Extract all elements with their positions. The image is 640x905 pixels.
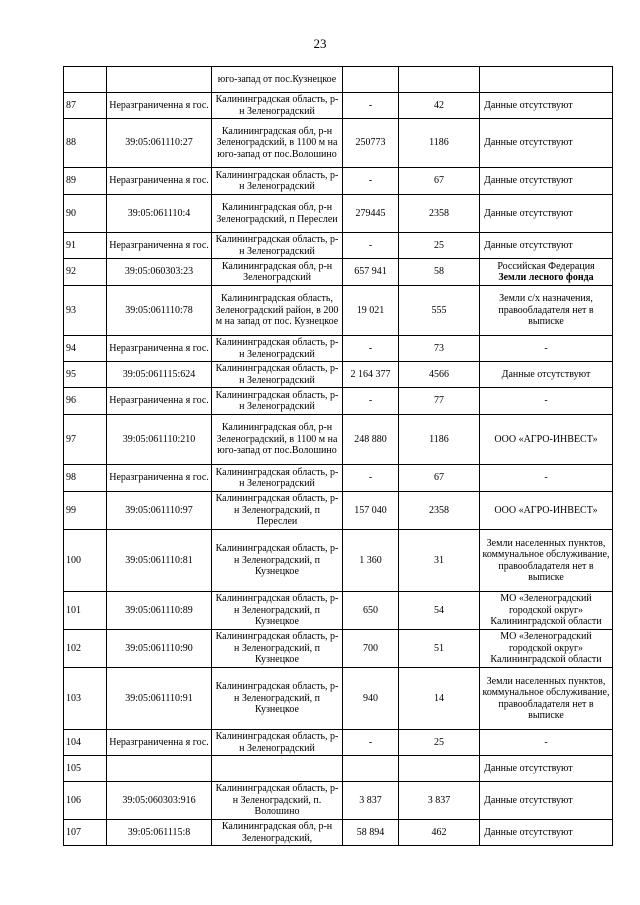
location	[212, 756, 343, 782]
location: Калининградская область, р-н Зеленоградский	[212, 168, 343, 195]
area: 650	[343, 592, 399, 630]
owner: ООО «АГРО-ИНВЕСТ»	[480, 415, 613, 465]
location: Калининградская область, р-н Зеленоградский, п. Волошино	[212, 782, 343, 820]
cadastral-number: 39:05:060303:916	[107, 782, 212, 820]
area: 940	[343, 668, 399, 730]
owner: -	[480, 336, 613, 362]
cadastral-number: Неразграниченна я гос.	[107, 168, 212, 195]
owner: Земли населенных пунктов, коммунальное обслуживание, правообладателя нет в выписке	[480, 530, 613, 592]
owner	[480, 259, 613, 286]
location: Калининградская область, Зеленоградский район, в 200 м на запад от пос. Кузнецкое	[212, 286, 343, 336]
row-number: 97	[64, 415, 107, 465]
area: 157 040	[343, 492, 399, 530]
table-row	[64, 168, 613, 195]
location: Калининградская область, р-н Зеленоградский, п Кузнецкое	[212, 592, 343, 630]
distance: 1186	[399, 119, 480, 168]
owner: Земли с/х назначения, правообладателя нет в выписке	[480, 286, 613, 336]
owner: Данные отсутствуют	[480, 820, 613, 846]
owner	[480, 67, 613, 93]
area: 1 360	[343, 530, 399, 592]
owner: Данные отсутствуют	[480, 93, 613, 119]
table-row	[64, 119, 613, 168]
owner: Данные отсутствуют	[480, 119, 613, 168]
area	[343, 67, 399, 93]
cadastral-number	[107, 756, 212, 782]
location: Калининградская область, р-н Зеленоградский, п Переслеи	[212, 492, 343, 530]
table-row	[64, 415, 613, 465]
area: -	[343, 388, 399, 415]
table-row	[64, 286, 613, 336]
owner: -	[480, 388, 613, 415]
row-number: 95	[64, 362, 107, 388]
table-row	[64, 820, 613, 846]
row-number: 106	[64, 782, 107, 820]
table-row	[64, 388, 613, 415]
cadastral-number: Неразграниченна я гос.	[107, 336, 212, 362]
cadastral-number: 39:05:061115:624	[107, 362, 212, 388]
table-row	[64, 592, 613, 630]
cadastral-number: 39:05:061110:78	[107, 286, 212, 336]
table-row	[64, 492, 613, 530]
location: Калининградская область, р-н Зеленоградский	[212, 362, 343, 388]
owner-name: Российская Федерация	[497, 260, 595, 272]
page-number: 23	[313, 36, 327, 51]
owner: -	[480, 730, 613, 756]
area: 3 837	[343, 782, 399, 820]
area: 279445	[343, 195, 399, 233]
distance: 51	[399, 630, 480, 668]
location: юго-запад от пос.Кузнецкое	[212, 67, 343, 93]
cadastral-number: Неразграниченна я гос.	[107, 233, 212, 259]
area: -	[343, 233, 399, 259]
table-row	[64, 336, 613, 362]
row-number: 90	[64, 195, 107, 233]
distance: 42	[399, 93, 480, 119]
table-row	[64, 67, 613, 93]
cadastral-number: 39:05:061110:89	[107, 592, 212, 630]
table-row	[64, 730, 613, 756]
row-number: 102	[64, 630, 107, 668]
table-row	[64, 530, 613, 592]
owner: Данные отсутствуют	[480, 756, 613, 782]
location: Калининградская обл, р-н Зеленоградский	[212, 259, 343, 286]
area: -	[343, 336, 399, 362]
location: Калининградская обл, р-н Зеленоградский, в 1100 м на юго-запад от пос.Волошино	[212, 415, 343, 465]
distance: 67	[399, 465, 480, 492]
row-number: 87	[64, 93, 107, 119]
row-number: 91	[64, 233, 107, 259]
area: 2 164 377	[343, 362, 399, 388]
location: Калининградская область, р-н Зеленоградский	[212, 465, 343, 492]
cadastral-number: 39:05:060303:23	[107, 259, 212, 286]
table-row	[64, 195, 613, 233]
cadastral-number: Неразграниченна я гос.	[107, 465, 212, 492]
distance: 2358	[399, 492, 480, 530]
distance: 25	[399, 730, 480, 756]
area: 248 880	[343, 415, 399, 465]
distance	[399, 67, 480, 93]
location: Калининградская область, р-н Зеленоградский, п Кузнецкое	[212, 668, 343, 730]
cadastral-number: 39:05:061110:91	[107, 668, 212, 730]
area: 657 941	[343, 259, 399, 286]
table-row	[64, 233, 613, 259]
cadastral-number	[107, 67, 212, 93]
table-row	[64, 782, 613, 820]
owner: ООО «АГРО-ИНВЕСТ»	[480, 492, 613, 530]
owner: МО «Зеленоградский городской округ» Калининградской области	[480, 592, 613, 630]
area: -	[343, 168, 399, 195]
location: Калининградская область, р-н Зеленоградский	[212, 336, 343, 362]
owner: Данные отсутствуют	[480, 362, 613, 388]
location: Калининградская обл, р-н Зеленоградский, п Переслеи	[212, 195, 343, 233]
distance: 31	[399, 530, 480, 592]
row-number: 93	[64, 286, 107, 336]
table-row	[64, 668, 613, 730]
distance: 14	[399, 668, 480, 730]
area: -	[343, 465, 399, 492]
distance: 58	[399, 259, 480, 286]
area: 700	[343, 630, 399, 668]
row-number: 96	[64, 388, 107, 415]
location: Калининградская область, р-н Зеленоградский, п Кузнецкое	[212, 530, 343, 592]
row-number: 107	[64, 820, 107, 846]
table-row	[64, 630, 613, 668]
row-number: 94	[64, 336, 107, 362]
row-number: 105	[64, 756, 107, 782]
owner: Земли населенных пунктов, коммунальное обслуживание, правообладателя нет в выписке	[480, 668, 613, 730]
distance: 1186	[399, 415, 480, 465]
owner: Данные отсутствуют	[480, 168, 613, 195]
area: 58 894	[343, 820, 399, 846]
owner: Данные отсутствуют	[480, 782, 613, 820]
row-number: 100	[64, 530, 107, 592]
cadastral-number: 39:05:061110:4	[107, 195, 212, 233]
owner: Данные отсутствуют	[480, 233, 613, 259]
table-row	[64, 93, 613, 119]
land-category: Земли лесного фонда	[498, 272, 594, 283]
distance: 4566	[399, 362, 480, 388]
row-number: 99	[64, 492, 107, 530]
cadastral-number: Неразграниченна я гос.	[107, 388, 212, 415]
cadastral-number: 39:05:061110:90	[107, 630, 212, 668]
location: Калининградская область, р-н Зеленоградский	[212, 388, 343, 415]
land-plots-table	[63, 66, 613, 846]
cadastral-number: Неразграниченна я гос.	[107, 93, 212, 119]
location: Калининградская область, р-н Зеленоградский	[212, 233, 343, 259]
location: Калининградская область, р-н Зеленоградский	[212, 730, 343, 756]
cadastral-number: 39:05:061110:210	[107, 415, 212, 465]
table-row	[64, 362, 613, 388]
owner: -	[480, 465, 613, 492]
area: 250773	[343, 119, 399, 168]
cadastral-number: 39:05:061110:97	[107, 492, 212, 530]
location: Калининградская обл, р-н Зеленоградский,	[212, 820, 343, 846]
distance: 77	[399, 388, 480, 415]
owner: МО «Зеленоградский городской округ» Калининградской области	[480, 630, 613, 668]
row-number: 103	[64, 668, 107, 730]
distance: 3 837	[399, 782, 480, 820]
row-number: 104	[64, 730, 107, 756]
cadastral-number: 39:05:061110:27	[107, 119, 212, 168]
distance: 25	[399, 233, 480, 259]
table-row	[64, 756, 613, 782]
row-number: 92	[64, 259, 107, 286]
row-number: 89	[64, 168, 107, 195]
distance: 73	[399, 336, 480, 362]
row-number: 88	[64, 119, 107, 168]
area	[343, 756, 399, 782]
table-row	[64, 259, 613, 286]
distance: 2358	[399, 195, 480, 233]
cadastral-number: Неразграниченна я гос.	[107, 730, 212, 756]
area: -	[343, 93, 399, 119]
cadastral-number: 39:05:061115:8	[107, 820, 212, 846]
row-number: 98	[64, 465, 107, 492]
distance: 555	[399, 286, 480, 336]
cadastral-number: 39:05:061110:81	[107, 530, 212, 592]
location: Калининградская обл, р-н Зеленоградский, в 1100 м на юго-запад от пос.Волошино	[212, 119, 343, 168]
location: Калининградская область, р-н Зеленоградский	[212, 93, 343, 119]
owner: Данные отсутствуют	[480, 195, 613, 233]
distance: 54	[399, 592, 480, 630]
table-row	[64, 465, 613, 492]
row-number: 101	[64, 592, 107, 630]
area: -	[343, 730, 399, 756]
location: Калининградская область, р-н Зеленоградский, п Кузнецкое	[212, 630, 343, 668]
distance	[399, 756, 480, 782]
distance: 462	[399, 820, 480, 846]
distance: 67	[399, 168, 480, 195]
area: 19 021	[343, 286, 399, 336]
row-number	[64, 67, 107, 93]
